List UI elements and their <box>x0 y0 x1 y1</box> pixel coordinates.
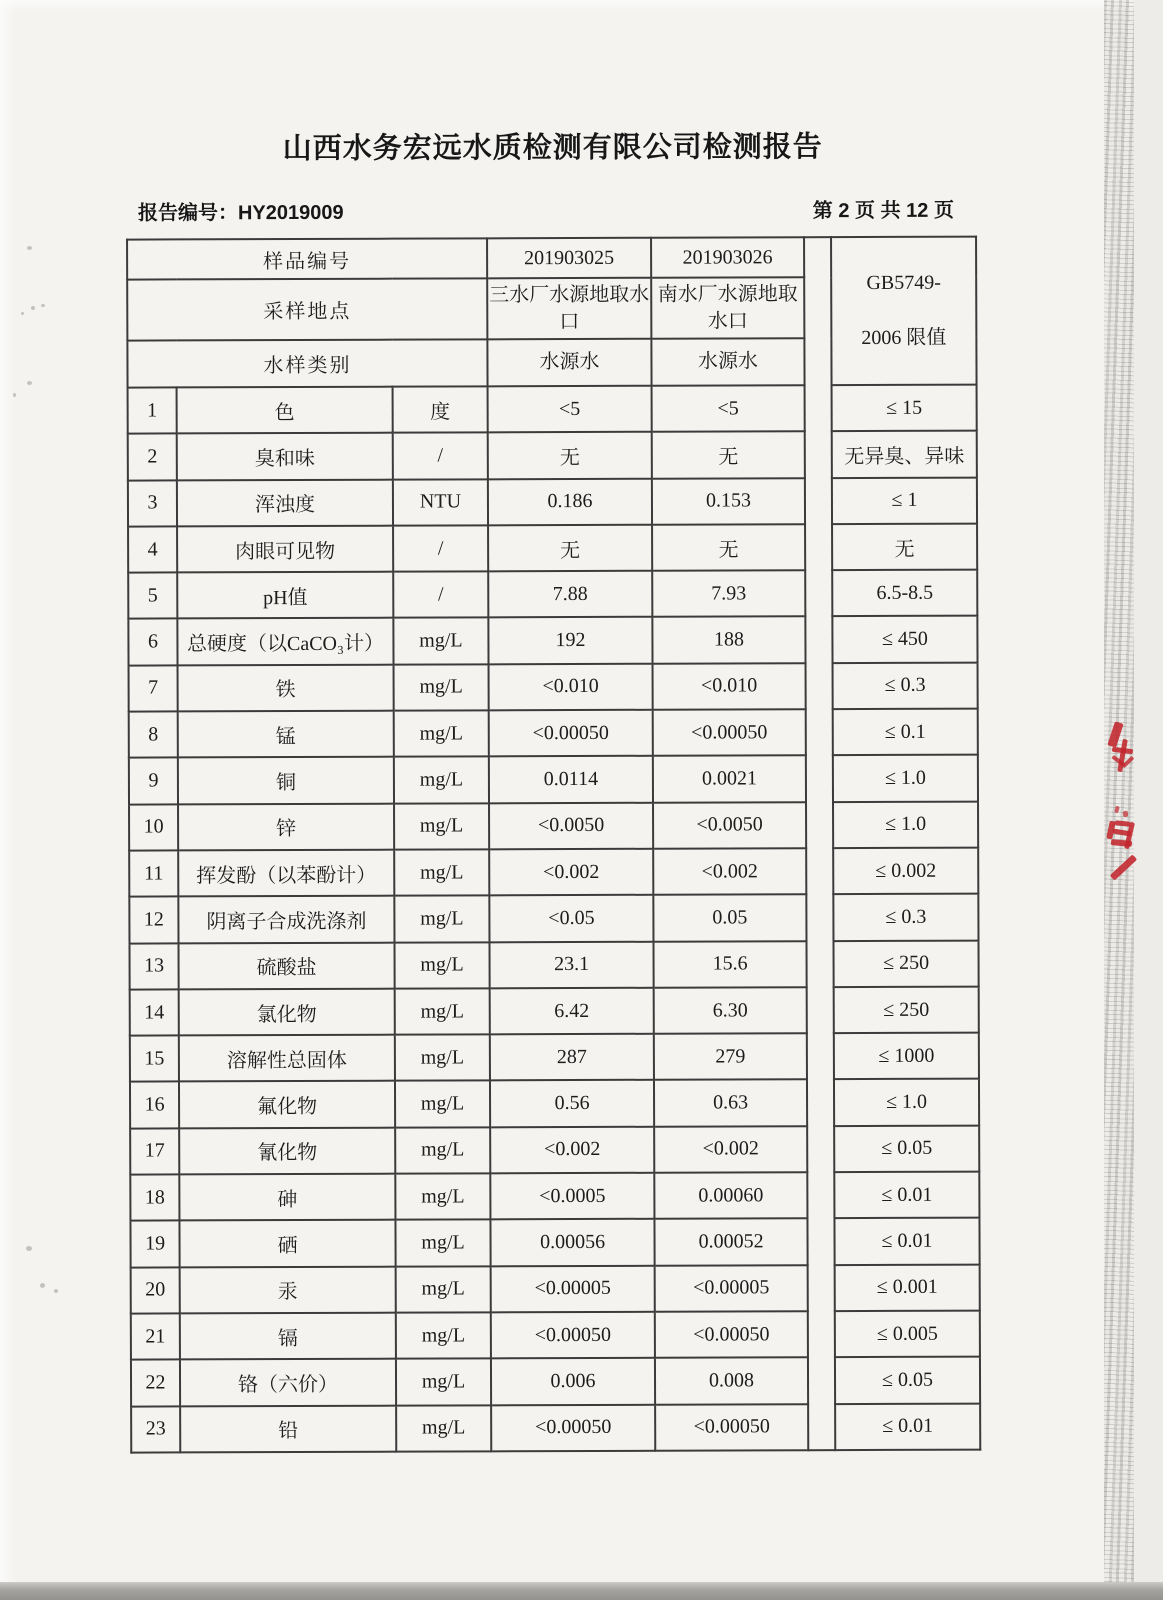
row-number-cell: 4 <box>128 526 177 572</box>
row-number-cell: 20 <box>131 1267 180 1313</box>
unit-cell: / <box>393 572 488 619</box>
limit-value-cell: ≤ 0.05 <box>835 1357 980 1404</box>
limit-standard-header <box>831 237 977 386</box>
unit-cell: mg/L <box>393 618 488 665</box>
row-number-cell: 21 <box>131 1313 180 1359</box>
sample-2-value-cell: <5 <box>652 385 805 432</box>
parameter-name-cell: 阴离子合成洗涤剂 <box>178 896 394 943</box>
water-quality-table <box>126 236 981 1454</box>
row-number-cell: 13 <box>129 943 178 989</box>
sample-2-value-cell: 无 <box>652 524 805 571</box>
sample-1-value-cell: 192 <box>488 617 652 664</box>
row-number-cell: 18 <box>130 1174 179 1220</box>
sample-2-value-cell: <0.00050 <box>655 1311 808 1358</box>
unit-cell: mg/L <box>395 1081 490 1128</box>
parameter-name-cell: 总硬度（以CaCO₃计） <box>177 618 393 665</box>
parameter-name-cell: 色 <box>177 387 393 434</box>
sample-1-value-cell: 0.0114 <box>489 756 653 803</box>
parameter-name-cell: 镉 <box>180 1313 396 1360</box>
unit-cell: mg/L <box>394 710 489 757</box>
sample-1-value-cell: 0.006 <box>491 1358 655 1405</box>
unit-cell: NTU <box>393 479 488 526</box>
parameter-row <box>131 1264 980 1313</box>
sample-1-value-cell: 23.1 <box>489 941 653 988</box>
sample-2-value-cell: <0.002 <box>654 1126 807 1173</box>
parameter-row <box>128 431 977 480</box>
row-number-cell: 5 <box>128 573 177 619</box>
unit-cell: mg/L <box>394 849 489 896</box>
parameter-name-cell: pH值 <box>177 572 393 619</box>
limit-value-cell: ≤ 0.05 <box>834 1125 979 1172</box>
parameter-row <box>131 1311 980 1360</box>
sample-2-value-cell: 0.00052 <box>654 1219 807 1266</box>
row-number-cell: 11 <box>129 850 178 896</box>
sample-id-1: 201903025 <box>487 238 651 279</box>
sample-2-value-cell: 0.00060 <box>654 1172 807 1219</box>
sample-1-value-cell: <0.0050 <box>489 802 653 849</box>
sample-2-value-cell: 0.0021 <box>653 756 806 803</box>
location-label: 采样地点 <box>127 278 487 340</box>
parameter-name-cell: 臭和味 <box>177 433 393 480</box>
sample-2-value-cell: 0.008 <box>655 1357 808 1404</box>
limit-value-cell: ≤ 1.0 <box>834 1079 979 1126</box>
parameter-name-cell: 铅 <box>180 1405 396 1452</box>
row-number-cell: 9 <box>129 758 178 804</box>
parameter-row <box>130 1125 979 1174</box>
limit-value-cell: ≤ 1000 <box>834 1033 979 1080</box>
sample-2-value-cell: <0.00050 <box>653 709 806 756</box>
sample-1-value-cell: <0.002 <box>490 1126 654 1173</box>
sample-id-label: 样品编号 <box>127 238 487 279</box>
sample-1-value-cell: 无 <box>488 432 652 479</box>
parameter-row <box>128 385 977 434</box>
sample-1-value-cell: <0.05 <box>489 895 653 942</box>
sample-2-value-cell: 0.63 <box>654 1080 807 1127</box>
limit-value-cell: 无异臭、异味 <box>832 431 977 478</box>
parameter-row <box>129 662 978 711</box>
parameter-name-cell: 硫酸盐 <box>178 942 394 989</box>
unit-cell: mg/L <box>396 1266 491 1313</box>
parameter-row <box>129 940 978 989</box>
parameter-name-cell: 铁 <box>178 664 394 711</box>
sample-2-value-cell: <0.010 <box>653 663 806 710</box>
unit-cell: 度 <box>393 386 488 433</box>
limit-value-cell: ≤ 15 <box>832 385 977 432</box>
parameter-name-cell: 铬（六价） <box>180 1359 396 1406</box>
unit-cell: mg/L <box>395 1034 490 1081</box>
limit-value-cell: ≤ 0.3 <box>833 894 978 941</box>
unit-cell: mg/L <box>394 942 489 989</box>
report-meta-row <box>138 194 954 226</box>
unit-cell: mg/L <box>395 1173 490 1220</box>
table-gap-column <box>804 237 835 1450</box>
header-row-sample-id <box>127 237 976 280</box>
parameter-name-cell: 汞 <box>180 1266 396 1313</box>
report-number <box>138 196 344 226</box>
limit-value-cell: ≤ 250 <box>833 940 978 987</box>
sample-2-value-cell: 无 <box>652 432 805 479</box>
sample-2-value-cell: 188 <box>652 617 805 664</box>
sample-1-value-cell: 0.00056 <box>490 1219 654 1266</box>
parameter-name-cell: 锰 <box>178 711 394 758</box>
parameter-row <box>129 755 978 804</box>
parameter-row <box>128 477 977 526</box>
sample-1-value-cell: 6.42 <box>490 988 654 1035</box>
sample-2-value-cell: <0.002 <box>653 848 806 895</box>
limit-value-cell: ≤ 0.3 <box>833 662 978 709</box>
sample-1-value-cell: 7.88 <box>488 571 652 618</box>
sample-2-value-cell: <0.00050 <box>655 1404 808 1451</box>
row-number-cell: 1 <box>128 387 177 433</box>
row-number-cell: 14 <box>130 989 179 1035</box>
row-number-cell: 10 <box>129 804 178 850</box>
parameter-row <box>128 616 977 665</box>
sample-2-value-cell: 6.30 <box>654 987 807 1034</box>
parameter-name-cell: 溶解性总固体 <box>179 1035 395 1082</box>
sample-2-value-cell: 7.93 <box>652 570 805 617</box>
row-number-cell: 7 <box>129 665 178 711</box>
page-indicator: 第 2 页 共 12 页 <box>812 199 954 223</box>
sample-1-value-cell: 0.56 <box>490 1080 654 1127</box>
sample-1-value-cell: <0.00050 <box>491 1312 655 1359</box>
sample-1-value-cell: 0.186 <box>488 478 652 525</box>
parameter-row <box>130 1218 979 1267</box>
parameter-name-cell: 浑浊度 <box>177 479 393 526</box>
unit-cell: mg/L <box>394 803 489 850</box>
row-number-cell: 15 <box>130 1036 179 1082</box>
sample-2-value-cell: 0.153 <box>652 478 805 525</box>
sample-1-value-cell: <5 <box>488 386 652 433</box>
limit-value-cell: ≤ 0.005 <box>835 1311 980 1358</box>
parameter-row <box>130 986 979 1035</box>
parameter-name-cell: 氯化物 <box>179 989 395 1036</box>
parameter-row <box>129 801 978 850</box>
row-number-cell: 16 <box>130 1082 179 1128</box>
row-number-cell: 8 <box>129 711 178 757</box>
sample-1-value-cell: 无 <box>488 525 652 572</box>
sample-1-value-cell: <0.002 <box>489 849 653 896</box>
unit-cell: / <box>393 525 488 572</box>
limit-value-cell: ≤ 1.0 <box>833 801 978 848</box>
sample-2-value-cell: <0.00005 <box>655 1265 808 1312</box>
parameter-row <box>130 1033 979 1082</box>
sample-2-value-cell: 279 <box>654 1033 807 1080</box>
limit-value-cell: ≤ 0.01 <box>834 1172 979 1219</box>
parameter-name-cell: 氰化物 <box>179 1127 395 1174</box>
sample-1-value-cell: <0.00050 <box>489 710 653 757</box>
unit-cell: mg/L <box>396 1359 491 1406</box>
unit-cell: mg/L <box>396 1312 491 1359</box>
report-table-body <box>127 237 980 1453</box>
limit-standard-line2: 2006 限值 <box>861 326 947 350</box>
limit-value-cell: ≤ 0.01 <box>834 1218 979 1265</box>
parameter-row <box>128 524 977 573</box>
sample-1-value-cell: <0.010 <box>489 664 653 711</box>
parameter-name-cell: 砷 <box>179 1174 395 1221</box>
sample-2-value-cell: <0.0050 <box>653 802 806 849</box>
sample-2-value-cell: 0.05 <box>653 894 806 941</box>
parameter-name-cell: 氟化物 <box>179 1081 395 1128</box>
parameter-name-cell: 锌 <box>178 803 394 850</box>
row-number-cell: 2 <box>128 434 177 480</box>
report-number-label: 报告编号： <box>137 202 238 225</box>
unit-cell: mg/L <box>394 664 489 711</box>
parameter-row <box>131 1403 980 1452</box>
limit-value-cell: 6.5-8.5 <box>832 570 977 617</box>
sample-type-label: 水样类别 <box>127 339 487 387</box>
parameter-row <box>129 894 978 943</box>
unit-cell: mg/L <box>395 1220 490 1267</box>
parameter-row <box>129 709 978 758</box>
parameter-row <box>131 1357 980 1406</box>
limit-value-cell: ≤ 450 <box>832 616 977 663</box>
unit-cell: / <box>393 433 488 480</box>
row-number-cell: 17 <box>130 1128 179 1174</box>
row-number-cell: 6 <box>128 619 177 665</box>
limit-standard-line1: GB5749- <box>866 271 941 295</box>
unit-cell: mg/L <box>396 1405 491 1452</box>
unit-cell: mg/L <box>395 988 490 1035</box>
parameter-name-cell: 挥发酚（以苯酚计） <box>178 850 394 897</box>
report-title: 山西水务宏远水质检测有限公司检测报告 <box>282 131 823 166</box>
sample-1-value-cell: <0.00005 <box>491 1265 655 1312</box>
report-number-value: HY2019009 <box>237 201 344 225</box>
row-number-cell: 22 <box>131 1360 180 1406</box>
row-number-cell: 12 <box>129 897 178 943</box>
location-1: 三水厂水源地取水口 <box>487 278 651 340</box>
sample-id-2: 201903026 <box>651 237 804 278</box>
sample-type-1: 水源水 <box>487 339 651 387</box>
row-number-cell: 23 <box>131 1406 180 1452</box>
parameter-name-cell: 硒 <box>179 1220 395 1267</box>
unit-cell: mg/L <box>394 896 489 943</box>
parameter-row <box>128 570 977 619</box>
row-number-cell: 19 <box>130 1221 179 1267</box>
parameter-name-cell: 肉眼可见物 <box>177 526 393 573</box>
limit-value-cell: ≤ 1 <box>832 477 977 524</box>
limit-value-cell: ≤ 0.002 <box>833 848 978 895</box>
parameter-row <box>130 1172 979 1221</box>
sample-1-value-cell: <0.00050 <box>491 1404 655 1451</box>
limit-value-cell: ≤ 250 <box>834 986 979 1033</box>
sample-type-2: 水源水 <box>651 338 804 386</box>
sample-1-value-cell: 287 <box>490 1034 654 1081</box>
parameter-name-cell: 铜 <box>178 757 394 804</box>
unit-cell: mg/L <box>395 1127 490 1174</box>
unit-cell: mg/L <box>394 757 489 804</box>
limit-value-cell: ≤ 1.0 <box>833 755 978 802</box>
limit-value-cell: ≤ 0.001 <box>835 1264 980 1311</box>
sample-1-value-cell: <0.0005 <box>490 1173 654 1220</box>
scanner-edge-strip-bottom <box>0 1582 1163 1600</box>
limit-value-cell: ≤ 0.1 <box>833 709 978 756</box>
sample-2-value-cell: 15.6 <box>653 941 806 988</box>
location-2: 南水厂水源地取水口 <box>651 277 804 339</box>
row-number-cell: 3 <box>128 480 177 526</box>
parameter-row <box>129 848 978 897</box>
parameter-row <box>130 1079 979 1128</box>
limit-value-cell: ≤ 0.01 <box>835 1403 980 1450</box>
limit-value-cell: 无 <box>832 524 977 571</box>
